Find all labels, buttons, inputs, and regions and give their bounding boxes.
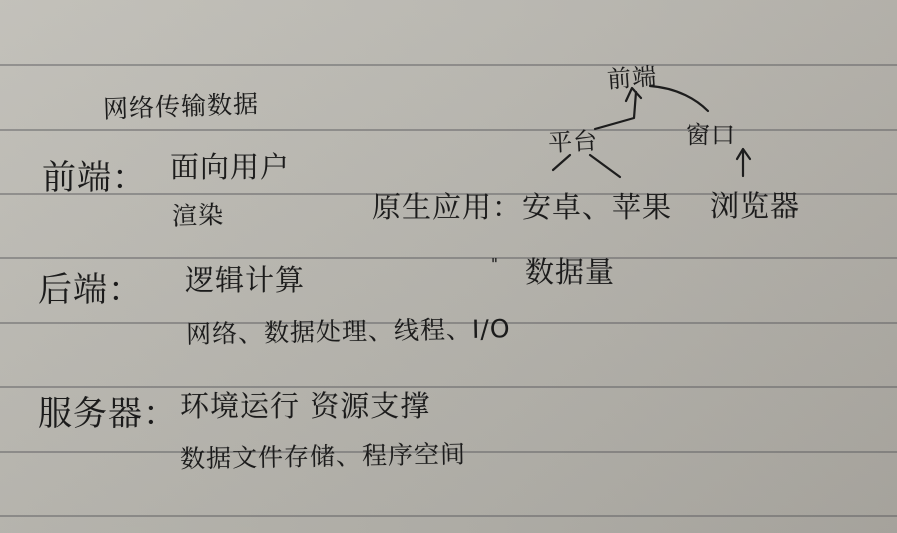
tree-reference-mark: " bbox=[491, 255, 499, 273]
backend-detail: 网络、数据处理、线程、I/O bbox=[185, 314, 511, 349]
backend-label: 后端： bbox=[38, 270, 143, 310]
frontend-label: 前端： bbox=[42, 158, 147, 198]
tree-right-example: 浏览器 bbox=[710, 189, 801, 223]
server-label: 服务器： bbox=[38, 394, 178, 434]
frontend-description: 面向用户 bbox=[170, 150, 291, 184]
tree-root-frontend: 前端 bbox=[606, 62, 659, 94]
tree-data-volume-note: 数据量 bbox=[525, 255, 616, 289]
tree-left-example: 原生应用：安卓、苹果 bbox=[372, 190, 673, 224]
arrow-root-to-left bbox=[595, 92, 636, 129]
arrow-left-to-native-2 bbox=[590, 155, 620, 177]
frontend-detail: 渲染 bbox=[171, 200, 225, 231]
backend-description: 逻辑计算 bbox=[185, 263, 306, 297]
tree-left-platform: 平台 bbox=[547, 126, 599, 158]
arrow-root-to-right bbox=[650, 86, 708, 111]
note-title: 网络传输数据 bbox=[102, 89, 260, 124]
tree-right-window: 窗口 bbox=[686, 121, 736, 149]
server-description: 环境运行 资源支撑 bbox=[180, 389, 431, 423]
server-detail: 数据文件存储、程序空间 bbox=[179, 439, 467, 474]
